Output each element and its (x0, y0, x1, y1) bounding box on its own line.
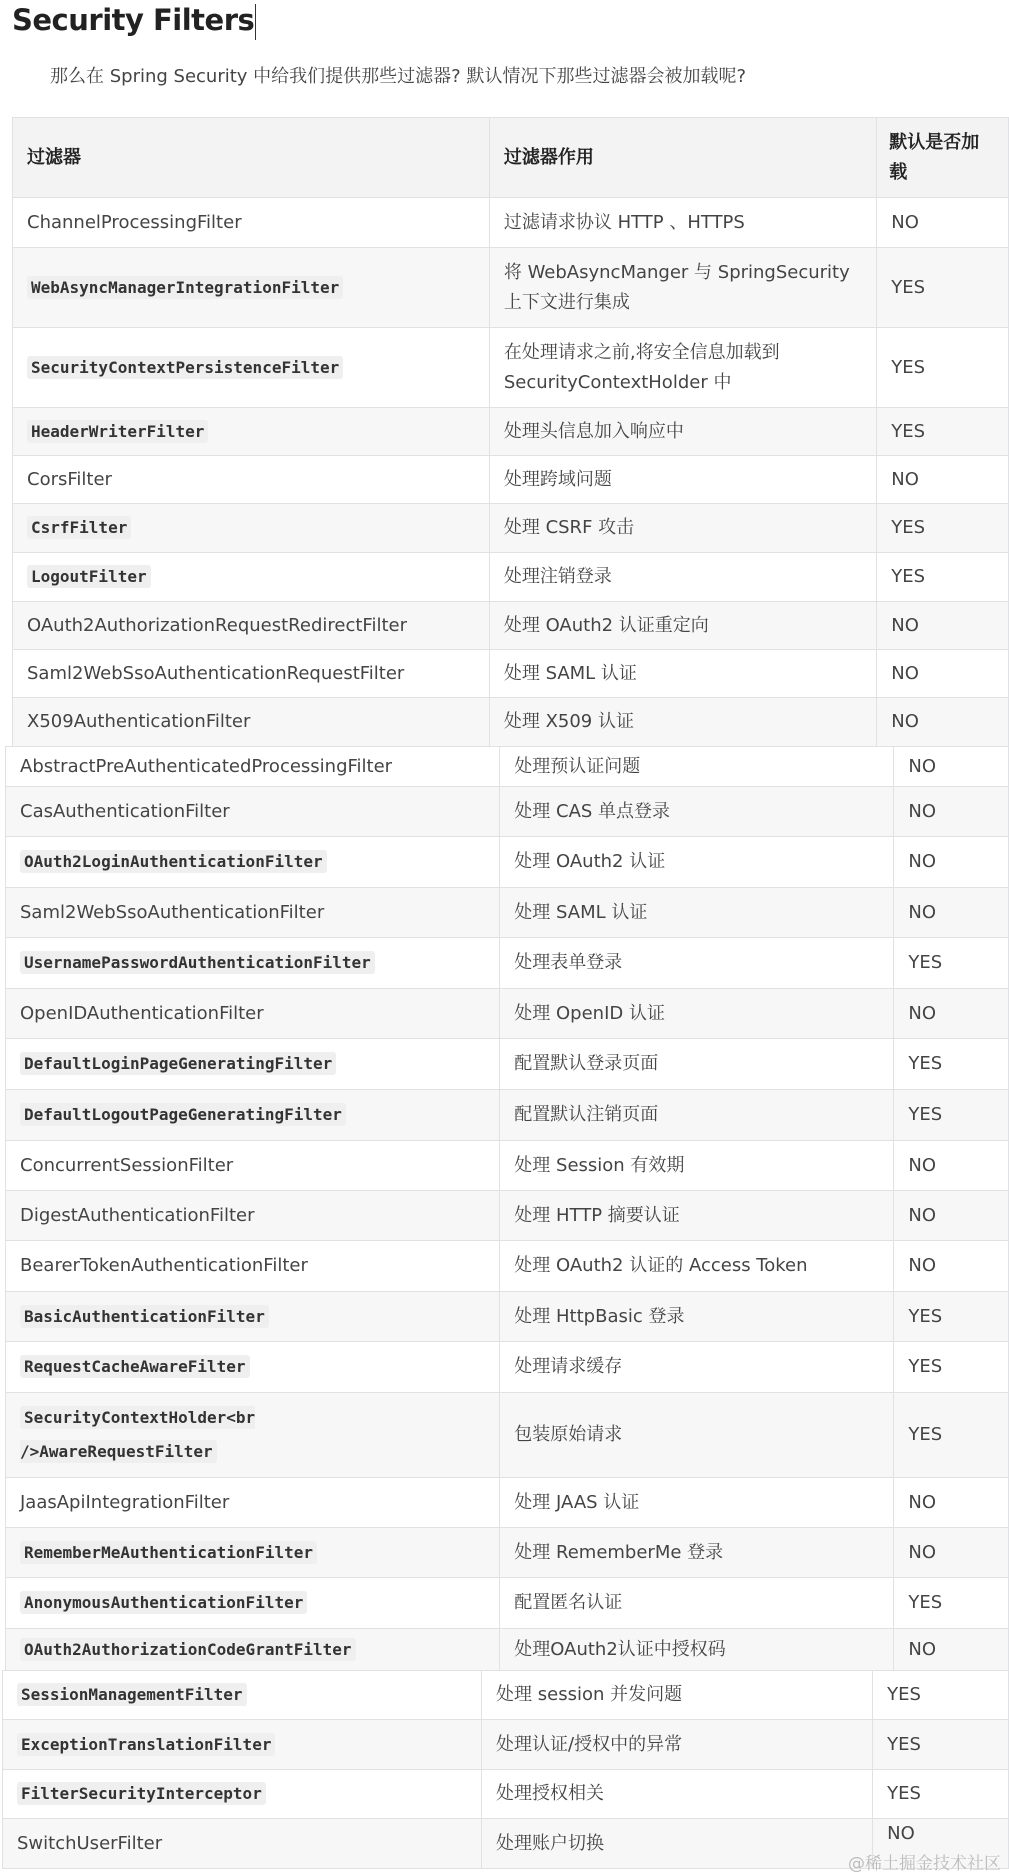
filter-name: X509AuthenticationFilter (27, 711, 251, 732)
table-row (6, 1478, 1009, 1528)
column-header-filter: 过滤器 (13, 118, 490, 198)
table-row (13, 456, 1009, 504)
filter-name-cell (13, 504, 490, 553)
filter-name: AbstractPreAuthenticatedProcessingFilter (20, 755, 393, 777)
table-row (6, 1292, 1009, 1342)
filter-purpose: 配置默认注销页面 (500, 1090, 894, 1141)
table-row (13, 650, 1009, 698)
default-loaded: YES (894, 1039, 1009, 1090)
filter-purpose: 处理 X509 认证 (489, 698, 876, 747)
table-row (13, 408, 1009, 456)
default-loaded: YES (894, 1342, 1009, 1393)
filter-name-cell (6, 989, 500, 1039)
filter-purpose: 处理 SAML 认证 (500, 888, 894, 938)
filter-name: SwitchUserFilter (17, 1832, 163, 1854)
table-row (6, 837, 1009, 888)
filter-name: Saml2WebSsoAuthenticationFilter (20, 901, 325, 923)
default-loaded: YES (894, 1578, 1009, 1629)
filter-name: OAuth2AuthorizationRequestRedirectFilter (27, 614, 407, 636)
filter-purpose: 处理头信息加入响应中 (489, 408, 876, 456)
filter-purpose: 处理 OAuth2 认证的 Access Token (500, 1241, 894, 1292)
filters-table-segment (5, 746, 1009, 1671)
table-row (6, 888, 1009, 938)
default-loaded: NO (894, 1629, 1009, 1671)
default-loaded: YES (877, 248, 1009, 328)
table-row (6, 938, 1009, 989)
table-row (3, 1671, 1009, 1720)
filter-name-cell (6, 1039, 500, 1090)
page-title-text: Security Filters (12, 3, 255, 37)
default-loaded: NO (894, 1141, 1009, 1191)
filter-name-cell (13, 650, 490, 698)
filter-purpose: 处理 JAAS 认证 (500, 1478, 894, 1528)
filter-purpose: 处理授权相关 (482, 1770, 873, 1819)
default-loaded: NO (877, 198, 1009, 248)
filter-name-cell (13, 698, 490, 747)
filter-name: CasAuthenticationFilter (20, 800, 230, 822)
filter-name-cell (6, 1241, 500, 1292)
filters-table-segment (12, 117, 1009, 747)
default-loaded: YES (894, 938, 1009, 989)
intro-paragraph: 那么在 Spring Security 中给我们提供那些过滤器? 默认情况下那些过滤器会被加载呢? (50, 66, 746, 87)
default-loaded: NO (877, 602, 1009, 650)
filter-name-cell (13, 553, 490, 602)
table-row (6, 1090, 1009, 1141)
filter-name: UsernamePasswordAuthenticationFilter (20, 951, 375, 974)
filter-name: SessionManagementFilter (17, 1683, 247, 1706)
filter-name: SecurityContextHolder<br />AwareRequestFilter (20, 1408, 256, 1461)
filter-name-cell (6, 747, 500, 787)
table-row (6, 1342, 1009, 1393)
table-row (6, 1629, 1009, 1671)
filter-name-cell (6, 1478, 500, 1528)
table-row (13, 553, 1009, 602)
filter-name-cell (6, 938, 500, 989)
page-title (12, 0, 256, 40)
filter-name: DefaultLoginPageGeneratingFilter (20, 1052, 336, 1075)
filter-name-cell (13, 602, 490, 650)
column-header-default: 默认是否加载 (877, 118, 1009, 198)
filter-name: JaasApiIntegrationFilter (20, 1491, 230, 1513)
filter-purpose: 配置匿名认证 (500, 1578, 894, 1629)
table-row (6, 989, 1009, 1039)
filter-name-cell (13, 408, 490, 456)
filter-name-cell (3, 1819, 482, 1869)
filter-name: BasicAuthenticationFilter (20, 1305, 269, 1328)
filter-name-cell (6, 1141, 500, 1191)
filter-name-cell (6, 1528, 500, 1578)
default-loaded: YES (877, 553, 1009, 602)
table-row (6, 747, 1009, 787)
filter-name-cell (3, 1720, 482, 1770)
table-row (6, 1141, 1009, 1191)
filter-purpose: 处理跨域问题 (489, 456, 876, 504)
filter-purpose: 处理 HTTP 摘要认证 (500, 1191, 894, 1241)
filter-name-cell (3, 1671, 482, 1720)
filter-purpose: 配置默认登录页面 (500, 1039, 894, 1090)
default-loaded: NO (894, 837, 1009, 888)
filter-purpose: 在处理请求之前,将安全信息加载到 SecurityContextHolder 中 (489, 328, 876, 408)
filter-purpose: 处理 session 并发问题 (482, 1671, 873, 1720)
filters-table-segment (2, 1670, 1009, 1869)
default-loaded: YES (873, 1720, 1009, 1770)
watermark: @稀土掘金技术社区 (848, 1854, 1001, 1874)
default-loaded: NO (894, 1528, 1009, 1578)
table-row (13, 698, 1009, 747)
filter-name-cell (13, 248, 490, 328)
filter-purpose: 处理注销登录 (489, 553, 876, 602)
table-row (3, 1720, 1009, 1770)
table-row (13, 328, 1009, 408)
filter-name-cell (3, 1770, 482, 1819)
filter-purpose: 处理认证/授权中的异常 (482, 1720, 873, 1770)
filter-name-cell (6, 1629, 500, 1671)
table-row (6, 1528, 1009, 1578)
filter-name: DefaultLogoutPageGeneratingFilter (20, 1103, 346, 1126)
filter-name: LogoutFilter (27, 565, 151, 588)
filter-name-cell (13, 198, 490, 248)
filter-name: OpenIDAuthenticationFilter (20, 1002, 264, 1024)
filter-purpose: 处理 HttpBasic 登录 (500, 1292, 894, 1342)
filter-name: OAuth2LoginAuthenticationFilter (20, 850, 327, 873)
default-loaded: NO (894, 888, 1009, 938)
filter-purpose: 处理账户切换 (482, 1819, 873, 1869)
default-loaded: NO (877, 650, 1009, 698)
filter-name: Saml2WebSsoAuthenticationRequestFilter (27, 662, 405, 684)
filter-purpose: 处理 CSRF 攻击 (489, 504, 876, 553)
filter-name-cell (13, 328, 490, 408)
filter-name-cell (6, 1292, 500, 1342)
filter-name: CorsFilter (27, 468, 112, 490)
default-loaded: YES (877, 328, 1009, 408)
filter-name-cell (6, 1578, 500, 1629)
filter-name: OAuth2AuthorizationCodeGrantFilter (20, 1638, 356, 1661)
filter-purpose: 过滤请求协议 HTTP 、HTTPS (489, 198, 876, 248)
table-row (6, 1578, 1009, 1629)
default-loaded: YES (894, 1090, 1009, 1141)
text-cursor (255, 4, 256, 40)
default-loaded: NO (894, 787, 1009, 837)
filter-name: FilterSecurityInterceptor (17, 1782, 266, 1805)
default-loaded: YES (894, 1393, 1009, 1478)
filter-purpose: 处理 RememberMe 登录 (500, 1528, 894, 1578)
filter-name: WebAsyncManagerIntegrationFilter (27, 276, 343, 299)
table-row (6, 1191, 1009, 1241)
filter-name: BearerTokenAuthenticationFilter (20, 1255, 308, 1276)
filter-name: AnonymousAuthenticationFilter (20, 1591, 307, 1614)
default-loaded: NO (877, 456, 1009, 504)
default-loaded: YES (873, 1770, 1009, 1819)
table-row (13, 602, 1009, 650)
filter-purpose: 处理 Session 有效期 (500, 1141, 894, 1191)
filter-name-cell (6, 888, 500, 938)
default-loaded: NO (894, 1478, 1009, 1528)
table-row (13, 248, 1009, 328)
filter-name: HeaderWriterFilter (27, 420, 208, 443)
filter-name: ChannelProcessingFilter (27, 211, 242, 233)
filter-purpose: 将 WebAsyncManger 与 SpringSecurity 上下文进行集成 (489, 248, 876, 328)
filter-name-cell (6, 787, 500, 837)
default-loaded: NO (894, 989, 1009, 1039)
filter-name: RememberMeAuthenticationFilter (20, 1541, 317, 1564)
filter-name-cell (6, 1090, 500, 1141)
table-row (6, 787, 1009, 837)
filter-name-cell (13, 456, 490, 504)
filter-purpose: 处理请求缓存 (500, 1342, 894, 1393)
filter-purpose: 包装原始请求 (500, 1393, 894, 1478)
filter-purpose: 处理表单登录 (500, 938, 894, 989)
filter-purpose: 处理 SAML 认证 (489, 650, 876, 698)
filter-name: RequestCacheAwareFilter (20, 1355, 250, 1378)
default-loaded: NO (877, 698, 1009, 747)
filter-name: ConcurrentSessionFilter (20, 1154, 234, 1176)
table-row (6, 1241, 1009, 1292)
default-loaded: NO (894, 1191, 1009, 1241)
default-loaded: NO (894, 747, 1009, 787)
filter-purpose: 处理OAuth2认证中授权码 (500, 1629, 894, 1671)
filter-name: CsrfFilter (27, 516, 131, 539)
default-loaded: NO (894, 1241, 1009, 1292)
filter-name-cell (6, 1191, 500, 1241)
default-loaded: YES (894, 1292, 1009, 1342)
filter-name-cell (6, 1393, 500, 1478)
default-loaded: NO (873, 1819, 1009, 1869)
table-row (6, 1039, 1009, 1090)
table-header-row (13, 118, 1009, 198)
table-row (13, 504, 1009, 553)
default-loaded: YES (873, 1671, 1009, 1720)
table-row (13, 198, 1009, 248)
filter-name: SecurityContextPersistenceFilter (27, 356, 343, 379)
filter-purpose: 处理 OpenID 认证 (500, 989, 894, 1039)
filter-name: DigestAuthenticationFilter (20, 1204, 255, 1226)
filter-name-cell (6, 837, 500, 888)
table-row (3, 1770, 1009, 1819)
table-row (6, 1393, 1009, 1478)
default-loaded: YES (877, 408, 1009, 456)
filter-name-cell (6, 1342, 500, 1393)
filter-purpose: 处理 OAuth2 认证重定向 (489, 602, 876, 650)
filter-purpose: 处理 CAS 单点登录 (500, 787, 894, 837)
filter-purpose: 处理 OAuth2 认证 (500, 837, 894, 888)
column-header-purpose: 过滤器作用 (489, 118, 876, 198)
filter-name: ExceptionTranslationFilter (17, 1733, 275, 1756)
filter-purpose: 处理预认证问题 (500, 747, 894, 787)
default-loaded: YES (877, 504, 1009, 553)
